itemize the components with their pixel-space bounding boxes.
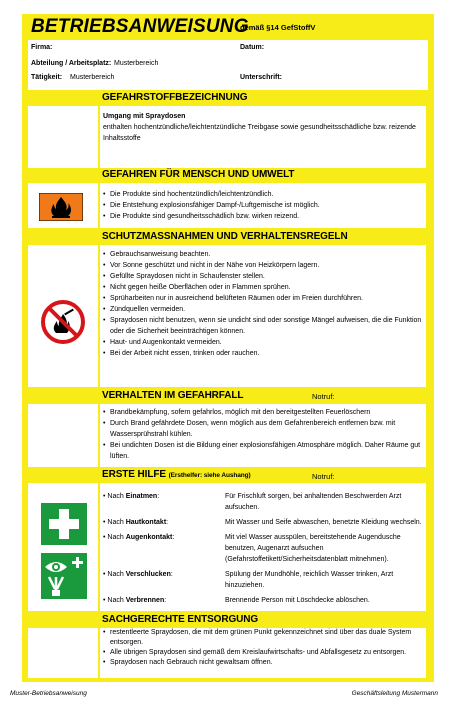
substance-icon-area xyxy=(28,106,98,168)
list-item: • Sprüharbeiten nur in ausreichend belüfteten Räumen oder im Freien durchführen. xyxy=(103,293,423,304)
substance-name: Umgang mit Spraydosen xyxy=(103,113,186,120)
unterschrift-label: Unterschrift: xyxy=(240,74,283,81)
hazard-icon-area xyxy=(28,183,98,228)
first-aid-subtitle: (Ersthelfer: siehe Aushang) xyxy=(168,472,251,479)
first-aid-table xyxy=(103,491,423,606)
protection-box xyxy=(100,245,426,387)
substance-description: enthalten hochentzündliche/leichtentzündliche Treibgase sowie gesundheitsschädliche bzw. reizende Inhaltsstoffe xyxy=(103,124,416,142)
list-item: • Zündquellen vermeiden. xyxy=(103,304,423,315)
list-item: • Brandbekämpfung, sofern gefahrlos, möglich mit den bereitgestellten Feuerlöschern xyxy=(103,407,423,418)
taetigkeit-value: Musterbereich xyxy=(70,74,115,81)
list-item: • Gefüllte Spraydosen nicht in Schaufenster stellen. xyxy=(103,271,423,282)
first-aid-row: • Nach Verbrennen: Brennende Person mit Löschdecke ablöschen. xyxy=(103,597,370,604)
list-item: • Alle übrigen Spraydosen sind gemäß dem Kreislaufwirtschafts- und Abfallsgesetz zu entsorgen. xyxy=(103,648,423,658)
section-heading-substance: GEFAHRSTOFFBEZEICHNUNG xyxy=(102,92,248,103)
first-aid-icon-area xyxy=(28,483,98,611)
list-item: • Nicht gegen heiße Oberflächen oder in Flammen sprühen. xyxy=(103,282,423,293)
emergency-list xyxy=(103,407,423,462)
section-heading-protection: SCHUTZMASSNAHMEN UND VERHALTENSREGELN xyxy=(102,231,348,242)
first-aid-cross-icon xyxy=(41,503,87,550)
instruction-sheet xyxy=(22,14,434,682)
list-item: • Die Produkte sind gesundheitsschädlich bzw. wirken reizend. xyxy=(103,211,423,222)
footer-right: Geschäftsleitung Mustermann xyxy=(351,690,438,697)
emergency-icon-area xyxy=(28,404,98,467)
first-aid-notruf-label: Notruf: xyxy=(312,472,335,481)
taetigkeit-label: Tätigkeit: xyxy=(31,74,63,81)
header xyxy=(22,14,434,92)
list-item: • Die Entstehung explosionsfähiger Dampf-/Luftgemische ist möglich. xyxy=(103,200,423,211)
flame-icon xyxy=(39,193,83,226)
list-item: • Spraydosen nicht benutzen, wenn sie undicht sind oder sonstige Mängel aufweisen, die die Funktion oder die Sicherheit beeinträchtigen können. xyxy=(103,315,423,337)
abteilung-value: Musterbereich xyxy=(114,60,159,67)
protection-icon-area xyxy=(28,245,98,387)
first-aid-row: • Nach Augenkontakt: Mit viel Wasser ausspülen, bereitstehende Augendusche benutzen, Augenarzt aufsuchen (Gefahrstoffetikett/Sicherheitsdatenblatt mitnehmen). xyxy=(103,534,401,563)
substance-box xyxy=(100,106,426,168)
first-aid-heading: ERSTE HILFE xyxy=(102,469,166,480)
section-heading-disposal: SACHGERECHTE ENTSORGUNG xyxy=(102,614,259,625)
list-item: • Die Produkte sind hochentzündlich/leichtentzündlich. xyxy=(103,189,423,200)
firma-label: Firma: xyxy=(31,44,53,51)
no-fire-icon xyxy=(40,299,86,350)
first-aid-row: • Nach Einatmen: Für Frischluft sorgen, bei anhaltenden Beschwerden Arzt aufsuchen. xyxy=(103,493,402,511)
first-aid-row: • Nach Verschlucken: Spülung der Mundhöhle, reichlich Wasser trinken, Arzt hinzuziehen. xyxy=(103,571,394,589)
list-item: • Bei undichten Dosen ist die Bildung einer explosionsfähigen Atmosphäre möglich. Daher Räume gut lüften. xyxy=(103,440,423,462)
list-item: • Gebrauchsanweisung beachten. xyxy=(103,249,423,260)
first-aid-row: • Nach Hautkontakt: Mit Wasser und Seife abwaschen, benetzte Kleidung wechseln. xyxy=(103,519,422,526)
section-heading-emergency: VERHALTEN IM GEFAHRFALL xyxy=(102,390,244,401)
list-item: • Haut- und Augenkontakt vermeiden. xyxy=(103,337,423,348)
hazards-box xyxy=(100,183,426,228)
datum-label: Datum: xyxy=(240,44,265,51)
law-reference: gemäß §14 GefStoffV xyxy=(240,23,316,32)
section-heading-first-aid xyxy=(102,469,251,480)
list-item: • Vor Sonne geschützt und nicht in der Nähe von Heizkörpern lagern. xyxy=(103,260,423,271)
disposal-icon-area xyxy=(28,628,98,678)
footer-left: Muster-Betriebsanweisung xyxy=(10,690,87,697)
disposal-box xyxy=(100,628,426,678)
emergency-box xyxy=(100,404,426,467)
protection-list xyxy=(103,249,423,359)
page-title: BETRIEBSANWEISUNG xyxy=(31,16,249,37)
eye-shower-icon xyxy=(41,553,87,604)
section-heading-hazards: GEFAHREN FÜR MENSCH UND UMWELT xyxy=(102,169,295,180)
list-item: • restentleerte Spraydosen, die mit dem grünen Punkt gekennzeichnet sind über das duale System entsorgen. xyxy=(103,628,423,648)
disposal-list xyxy=(103,628,423,668)
first-aid-box xyxy=(100,483,426,611)
list-item: • Durch Brand gefährdete Dosen, wenn möglich aus dem Gefahrenbereich entfernen bzw. mit Wassersprühstrahl kühlen. xyxy=(103,418,423,440)
list-item: • Spraydosen nach Gebrauch nicht gewaltsam öffnen. xyxy=(103,658,423,668)
hazards-list xyxy=(103,189,423,222)
list-item: • Bei der Arbeit nicht essen, trinken oder rauchen. xyxy=(103,348,423,359)
abteilung-label: Abteilung / Arbeitsplatz: xyxy=(31,60,112,67)
emergency-notruf-label: Notruf: xyxy=(312,392,335,401)
